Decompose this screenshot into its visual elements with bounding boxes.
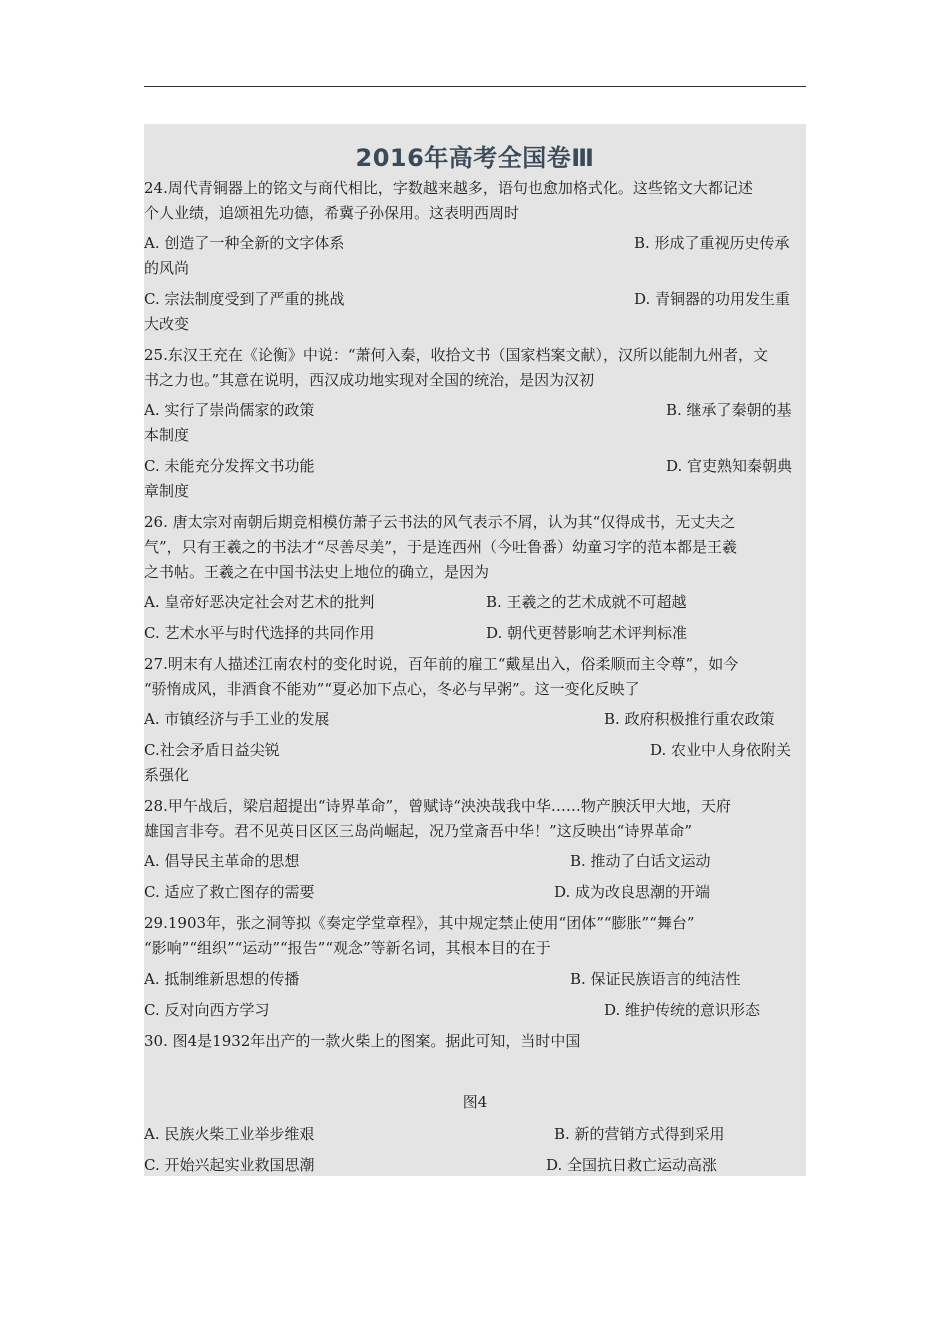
q27-stem-line1: 27.明末有人描述江南农村的变化时说，百年前的雇工“戴星出入，俗柔顺而主令尊”，如今	[144, 655, 739, 673]
q26-stem-line3: 之书帖。王羲之在中国书法史上地位的确立，是因为	[144, 563, 490, 581]
q29-option-b: B. 保证民族语言的纯洁性	[570, 970, 741, 988]
q25-option-c: C. 未能充分发挥文书功能	[144, 457, 315, 475]
q24-stem-line1: 24.周代青铜器上的铭文与商代相比，字数越来越多，语句也愈加格式化。这些铭文大都记述	[144, 179, 753, 197]
q28-stem-line2: 雄国言非夸。君不见英日区区三岛尚崛起，况乃堂斎吾中华！”这反映出“诗界革命”	[144, 822, 693, 840]
q30-option-c: C. 开始兴起实业救国思潮	[144, 1156, 315, 1174]
q25-option-d: D. 官吏熟知秦朝典	[666, 457, 793, 475]
q25-option-d-cont: 章制度	[144, 482, 190, 500]
q28-stem-line1: 28.甲午战后，梁启超提出“诗界革命”，曾赋诗“泱泱哉我中华……物产腴沃甲大地，天府	[144, 797, 731, 815]
q30-option-a: A. 民族火柴工业举步维艰	[144, 1125, 315, 1143]
q30-figure-caption: 图4	[462, 1093, 488, 1111]
q29-option-a: A. 抵制维新思想的传播	[144, 970, 300, 988]
exam-title: 2016年高考全国卷Ⅲ	[355, 144, 595, 172]
q30-option-b: B. 新的营销方式得到采用	[554, 1125, 725, 1143]
q25-option-b: B. 继承了秦朝的基	[666, 401, 792, 419]
q26-option-d: D. 朝代更替影响艺术评判标准	[486, 624, 688, 642]
q24-option-d-cont: 大改变	[144, 315, 190, 333]
q25-option-a: A. 实行了崇尚儒家的政策	[144, 401, 315, 419]
q26-stem-line2: 气”，只有王羲之的书法才“尽善尽美”，于是连西州（今吐鲁番）幼童习字的范本都是王羲	[144, 538, 738, 556]
q25-option-b-cont: 本制度	[144, 426, 190, 444]
q30-stem-line1: 30. 图4是1932年出产的一款火柴上的图案。据此可知，当时中国	[144, 1032, 581, 1050]
q28-option-a: A. 倡导民主革命的思想	[144, 852, 300, 870]
q26-option-c: C. 艺术水平与时代选择的共同作用	[144, 624, 375, 642]
q25-stem-line1: 25.东汉王充在《论衡》中说：“萧何入秦，收拾文书（国家档案文献），汉所以能制九州者，文	[144, 346, 769, 364]
q24-option-a: A. 创造了一种全新的文字体系	[144, 234, 345, 252]
q24-option-b: B. 形成了重视历史传承	[634, 234, 790, 252]
header-rule	[144, 86, 806, 87]
q29-option-c: C. 反对向西方学习	[144, 1001, 270, 1019]
q27-option-b: B. 政府积极推行重农政策	[604, 710, 775, 728]
q25-stem-line2: 书之力也。”其意在说明，西汉成功地实现对全国的统治，是因为汉初	[144, 371, 595, 389]
q27-option-c: C.社会矛盾日益尖锐	[144, 741, 280, 759]
q28-option-b: B. 推动了白话文运动	[570, 852, 711, 870]
q27-option-d: D. 农业中人身依附关	[650, 741, 792, 759]
q27-option-d-cont: 系强化	[144, 766, 190, 784]
q24-option-d: D. 青铜器的功用发生重	[634, 290, 791, 308]
q27-option-a: A. 市镇经济与手工业的发展	[144, 710, 330, 728]
q26-stem-line1: 26. 唐太宗对南朝后期竞相模仿萧子云书法的风气表示不屑，认为其“仅得成书，无丈夫之	[144, 513, 736, 531]
q29-stem-line1: 29.1903年，张之洞等拟《奏定学堂章程》，其中规定禁止使用“团体”“膨胀”“舞台”	[144, 914, 695, 932]
q24-option-c: C. 宗法制度受到了严重的挑战	[144, 290, 345, 308]
q28-option-d: D. 成为改良思潮的开端	[554, 883, 711, 901]
q24-stem-line2: 个人业绩，追颂祖先功德，希冀子孙保用。这表明西周时	[144, 204, 520, 222]
q26-option-a: A. 皇帝好恶决定社会对艺术的批判	[144, 593, 375, 611]
q29-option-d: D. 维护传统的意识形态	[604, 1001, 761, 1019]
q29-stem-line2: “影响”“组织”“运动”“报告”“观念”等新名词，其根本目的在于	[144, 939, 551, 957]
q24-option-b-cont: 的风尚	[144, 259, 190, 277]
q28-option-c: C. 适应了救亡图存的需要	[144, 883, 315, 901]
q27-stem-line2: “骄惰成风，非酒食不能劝”“夏必加下点心，冬必与早粥”。这一变化反映了	[144, 680, 640, 698]
exam-page	[144, 124, 806, 1176]
q26-option-b: B. 王羲之的艺术成就不可超越	[486, 593, 687, 611]
q30-option-d: D. 全国抗日救亡运动高涨	[546, 1156, 718, 1174]
